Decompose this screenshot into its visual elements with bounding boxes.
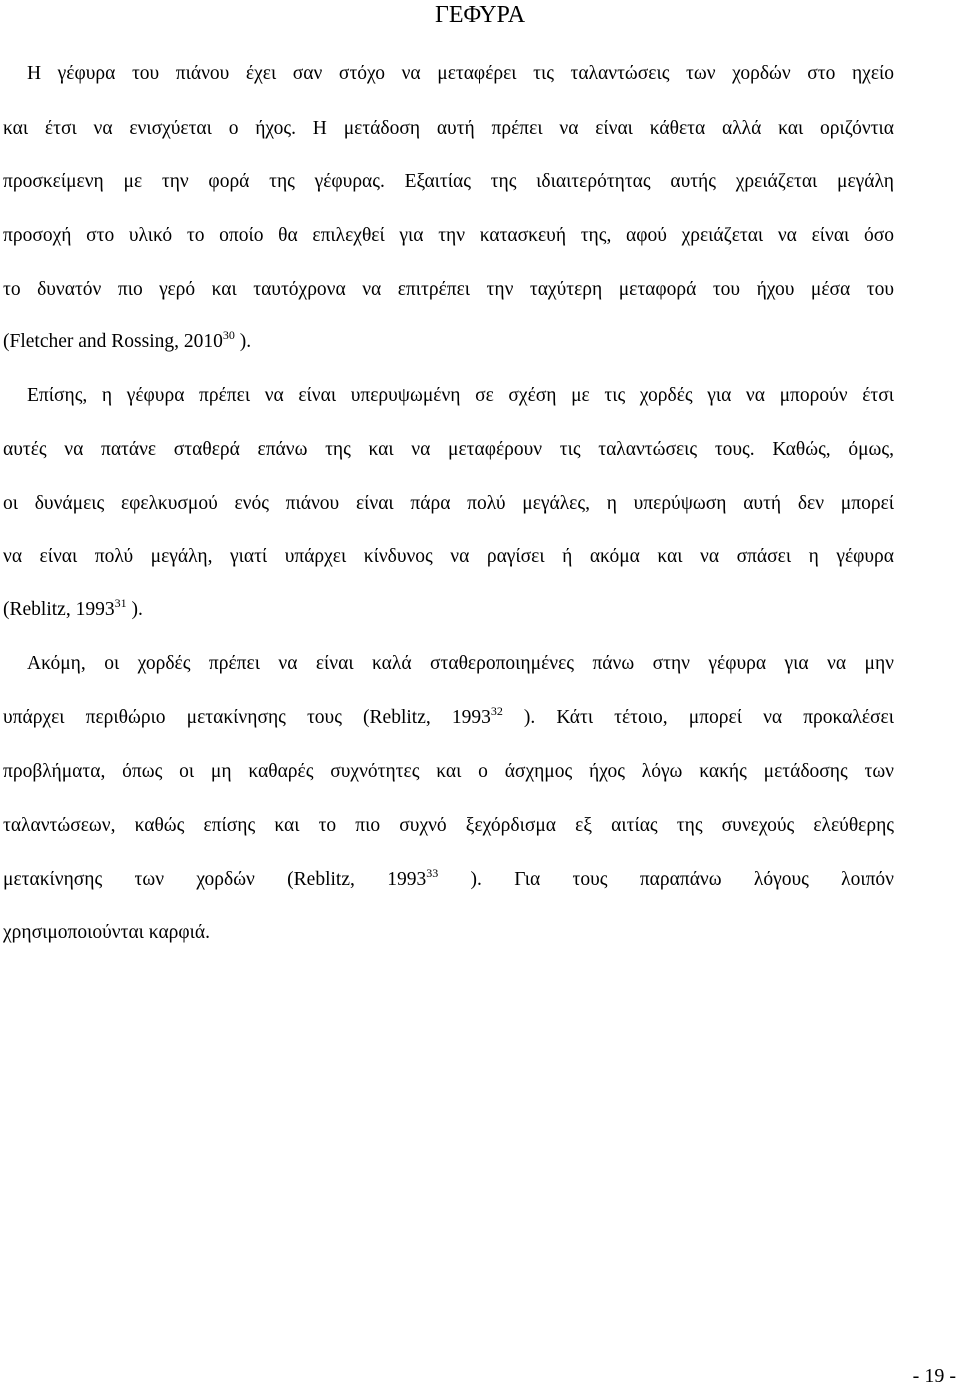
text-line: να είναι πολύ μεγάλη, γιατί υπάρχει κίνδυνος να ραγίσει ή ακόμα και να σπάσει η γέφυρα [3, 546, 894, 567]
text-line [3, 704, 894, 732]
text-line: Επίσης, η γέφυρα πρέπει να είναι υπερυψωμένη σε σχέση με τις χορδές για να μπορούν έτσι [27, 385, 894, 406]
page-number: - 19 - [912, 1365, 956, 1387]
text-line: το δυνατόν πιο γερό και ταυτόχρονα να επιτρέπει την ταχύτερη μεταφορά του ήχου μέσα του [3, 279, 894, 300]
text-line: Η γέφυρα του πιάνου έχει σαν στόχο να μεταφέρει τις ταλαντώσεις των χορδών στο ηχείο [27, 63, 894, 84]
text-line: και έτσι να ενισχύεται ο ήχος. Η μετάδοση αυτή πρέπει να είναι κάθετα αλλά και οριζόντια [3, 118, 894, 139]
footnote-ref: 31 [114, 596, 127, 610]
citation-text: μετακίνησης των χορδών (Reblitz, 1993 [3, 869, 427, 890]
citation-text: (Reblitz, 1993 [3, 599, 115, 620]
text-line: χρησιμοποιούνται καρφιά. [3, 922, 210, 943]
text-line: ταλαντώσεων, καθώς επίσης και το πιο συχνό ξεχόρδισμα εξ αιτίας της συνεχούς ελεύθερης [3, 815, 894, 836]
citation-line [3, 328, 894, 356]
footnote-ref: 32 [490, 704, 503, 718]
citation-line [3, 596, 894, 624]
text-line: αυτές να πατάνε σταθερά επάνω της και να μεταφέρουν τις ταλαντώσεις τους. Καθώς, όμως, [3, 439, 894, 460]
citation-close: ). [234, 331, 252, 352]
text-continuation: ). Κάτι τέτοιο, μπορεί να προκαλέσει [502, 707, 894, 728]
citation-close: ). [126, 599, 143, 620]
citation-text: (Fletcher and Rossing, 2010 [3, 331, 223, 352]
text-line: Ακόμη, οι χορδές πρέπει να είναι καλά σταθεροποιημένες πάνω στην γέφυρα για να μην [27, 653, 894, 674]
text-line [3, 866, 894, 894]
text-line: οι δυνάμεις εφελκυσμού ενός πιάνου είναι πάρα πολύ μεγάλες, η υπερύψωση αυτή δεν μπορεί [3, 493, 894, 514]
page-title: ΓΕΦΥΡΑ [434, 2, 526, 28]
text-line: προβλήματα, όπως οι μη καθαρές συχνότητες και ο άσχημος ήχος λόγω κακής μετάδοσης των [3, 761, 894, 782]
text-line: προσκείμενη με την φορά της γέφυρας. Εξαιτίας της ιδιαιτερότητας αυτής χρειάζεται μεγάλη [3, 171, 894, 192]
text-line: προσοχή στο υλικό το οποίο θα επιλεχθεί για την κατασκευή της, αφού χρειάζεται να είναι όσο [3, 225, 894, 246]
citation-text: υπάρχει περιθώριο μετακίνησης τους (Reblitz, 1993 [3, 707, 491, 728]
footnote-ref: 33 [426, 866, 439, 880]
footnote-ref: 30 [222, 328, 235, 342]
text-continuation: ). Για τους παραπάνω λόγους λοιπόν [438, 869, 894, 890]
